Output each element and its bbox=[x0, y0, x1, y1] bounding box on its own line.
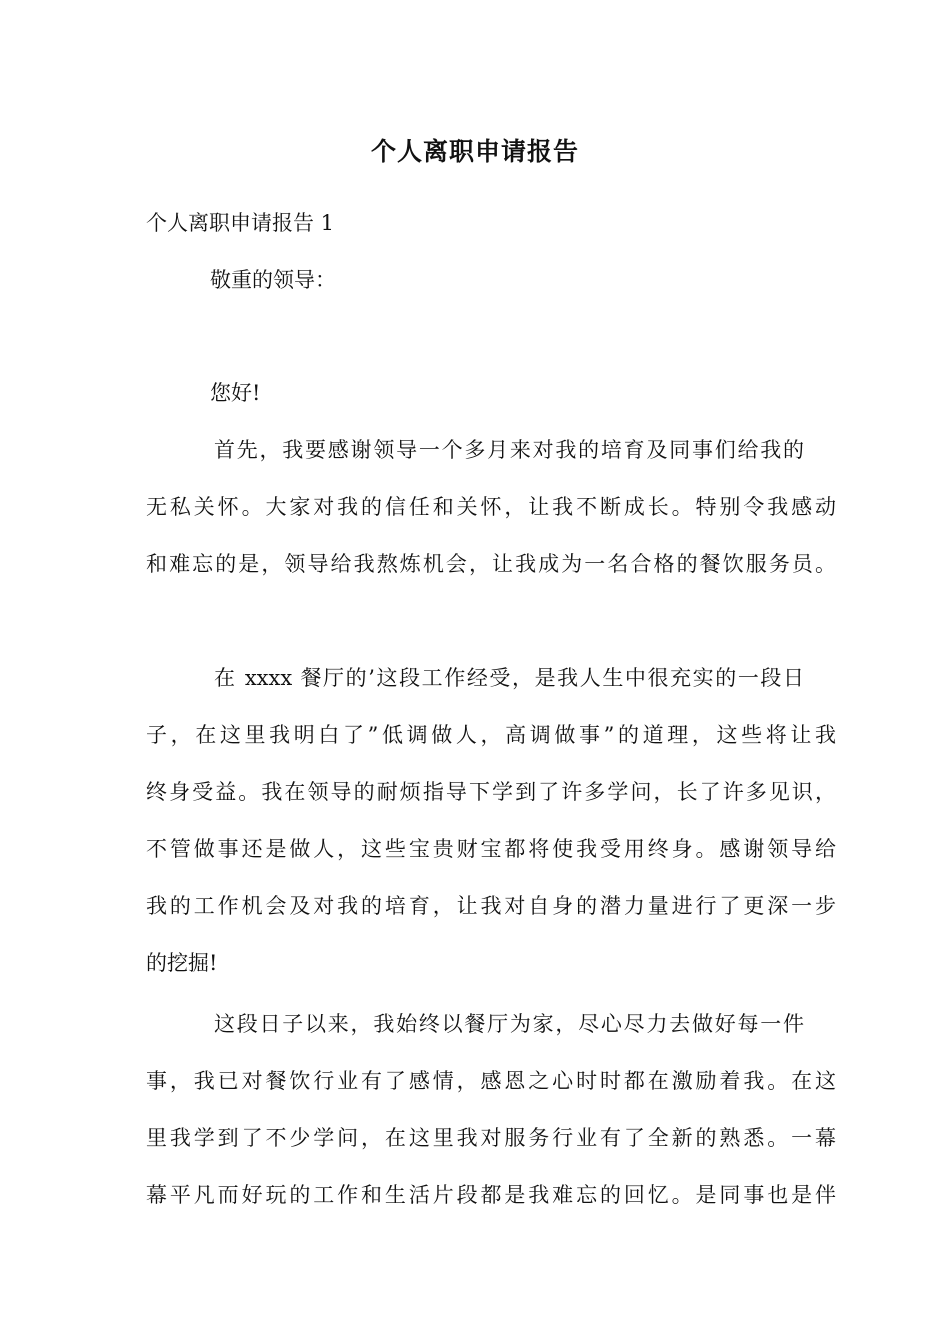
paragraph-2-line-6: 的挖掘! bbox=[146, 951, 218, 975]
paragraph-3-line-3: 里我学到了不少学问，在这里我对服务行业有了全新的熟悉。一幕 bbox=[146, 1126, 836, 1150]
paragraph-2-line-5: 我的工作机会及对我的培育，让我对自身的潜力量进行了更深一步 bbox=[146, 894, 836, 918]
greeting: 您好! bbox=[210, 381, 261, 405]
paragraph-3-line-1: 这段日子以来，我始终以餐厅为家，尽心尽力去做好每一件 bbox=[214, 1012, 804, 1036]
paragraph-1-line-2: 无私关怀。大家对我的信任和关怀，让我不断成长。特别令我感动 bbox=[146, 495, 836, 519]
paragraph-1-line-1: 首先，我要感谢领导一个多月来对我的培育及同事们给我的 bbox=[214, 438, 804, 462]
paragraph-2-line-1: 在 xxxx 餐厅的’这段工作经受，是我人生中很充实的一段日 bbox=[214, 666, 804, 690]
section-subheading: 个人离职申请报告 1 bbox=[146, 211, 335, 235]
paragraph-2-line-4: 不管做事还是做人，这些宝贵财宝都将使我受用终身。感谢领导给 bbox=[146, 837, 836, 861]
paragraph-2-line-2: 子，在这里我明白了”低调做人，高调做事”的道理，这些将让我 bbox=[146, 723, 836, 747]
document-title: 个人离职申请报告 bbox=[370, 137, 579, 166]
paragraph-3-line-4: 幕平凡而好玩的工作和生活片段都是我难忘的回忆。是同事也是伴 bbox=[146, 1183, 836, 1207]
paragraph-2-line-3: 终身受益。我在领导的耐烦指导下学到了许多学问，长了许多见识， bbox=[146, 780, 836, 804]
paragraph-3-line-2: 事，我已对餐饮行业有了感情，感恩之心时时都在激励着我。在这 bbox=[146, 1069, 836, 1093]
paragraph-1-line-3: 和难忘的是，领导给我熬炼机会，让我成为一名合格的餐饮服务员。 bbox=[146, 552, 836, 576]
salutation: 敬重的领导： bbox=[210, 268, 336, 292]
